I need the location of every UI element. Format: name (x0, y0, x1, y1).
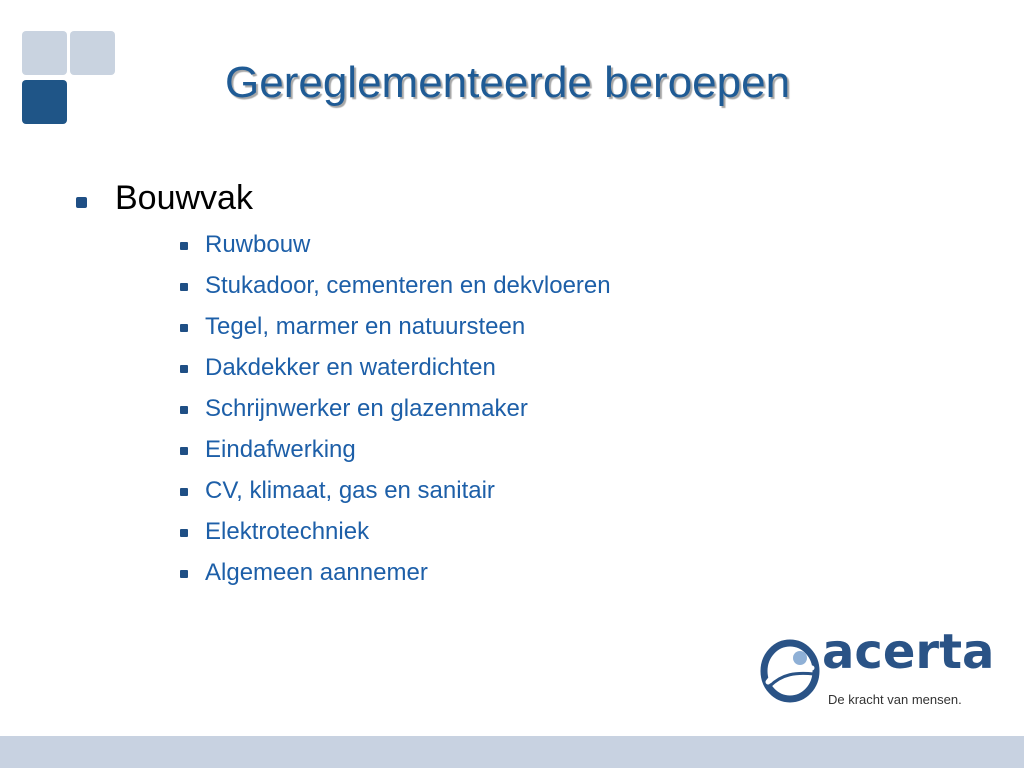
slide-content (70, 174, 970, 593)
bullet-icon (180, 365, 188, 373)
logo-tagline: De kracht van mensen. (828, 692, 962, 707)
list-item (180, 470, 970, 511)
acerta-logo (760, 624, 995, 712)
decor-square-light (70, 31, 115, 75)
list-item-text: Ruwbouw (205, 230, 311, 258)
bullet-icon (76, 197, 87, 208)
bullet-icon (180, 529, 188, 537)
bullet-icon (180, 406, 188, 414)
bullet-icon (180, 283, 188, 291)
list-item-text: Eindafwerking (205, 435, 356, 463)
footer-band (0, 736, 1024, 768)
list-item (180, 429, 970, 470)
decor-square-dark (22, 80, 67, 124)
bullet-icon (180, 570, 188, 578)
list-item (180, 511, 970, 552)
bullet-icon (180, 447, 188, 455)
list-item-text: Schrijnwerker en glazenmaker (205, 394, 528, 422)
list-item-text: Stukadoor, cementeren en dekvloeren (205, 271, 611, 299)
logo-swirl-icon (760, 638, 822, 704)
list-item-text: Elektrotechniek (205, 517, 370, 545)
bullet-icon (180, 324, 188, 332)
list-item (180, 224, 970, 265)
list-item-text: Algemeen aannemer (205, 558, 428, 586)
list-item-text: Dakdekker en waterdichten (205, 353, 496, 381)
bullet-icon (180, 488, 188, 496)
main-bullet-row (70, 174, 970, 222)
main-bullet-text: Bouwvak (115, 179, 253, 217)
list-item (180, 347, 970, 388)
bullet-icon (180, 242, 188, 250)
list-item-text: CV, klimaat, gas en sanitair (205, 476, 495, 504)
list-item-text: Tegel, marmer en natuursteen (205, 312, 526, 340)
list-item (180, 552, 970, 593)
list-item (180, 306, 970, 347)
decor-square-light (22, 31, 67, 75)
list-item (180, 388, 970, 429)
decorative-squares (0, 0, 130, 130)
logo-wordmark: acerta (822, 624, 995, 680)
slide-title: Gereglementeerde beroepen (225, 58, 791, 107)
list-item (180, 265, 970, 306)
sub-bullet-list (180, 224, 970, 593)
